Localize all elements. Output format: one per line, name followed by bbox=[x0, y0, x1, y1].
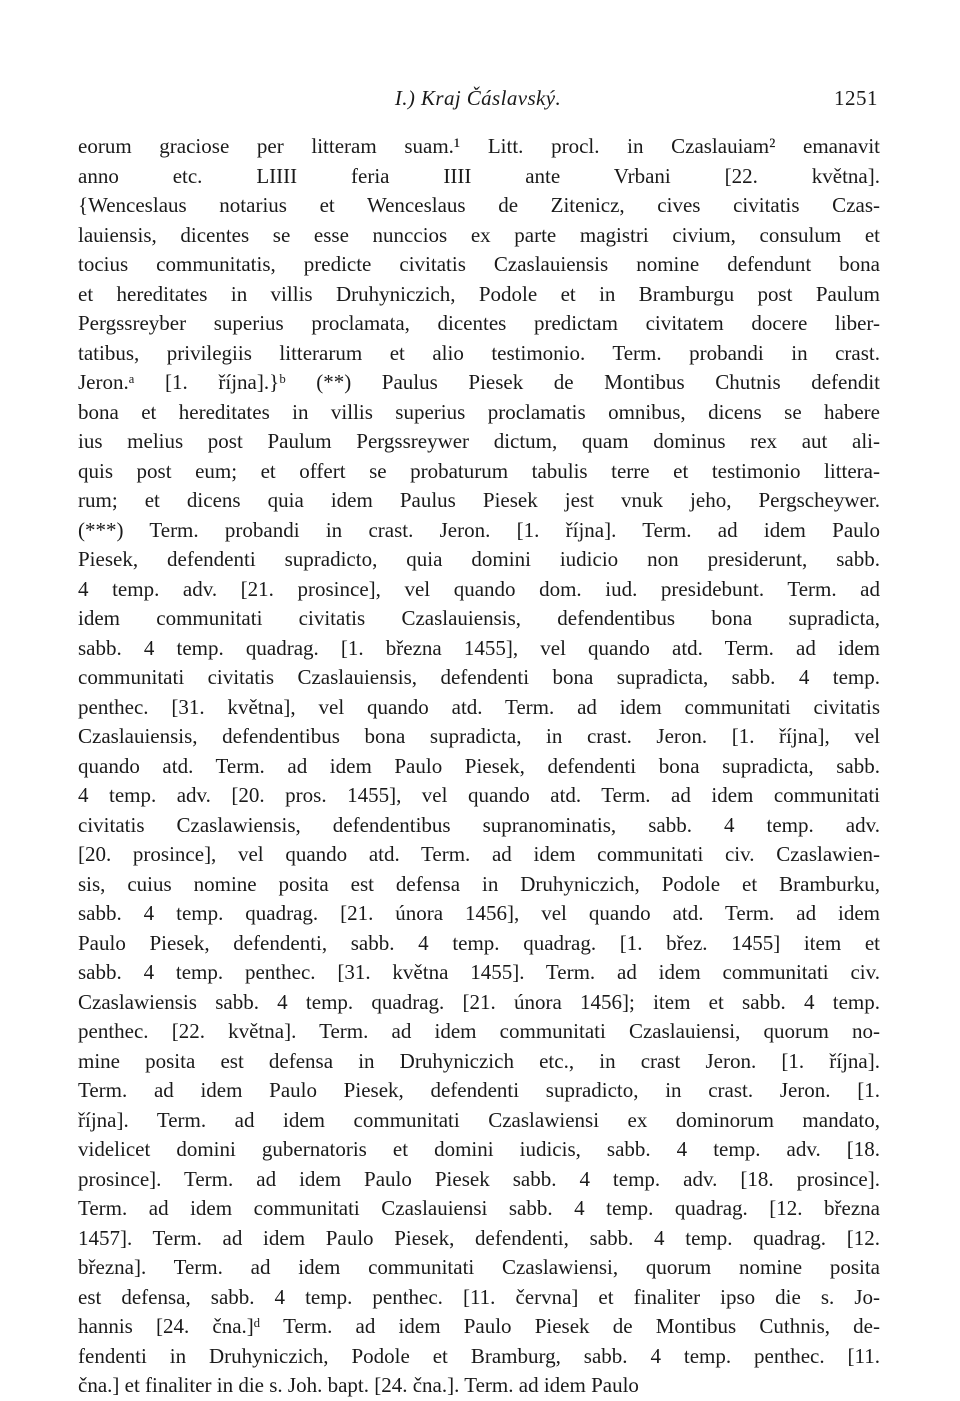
text-line: tocius communitatis, predicte civitatis Czaslauiensis nomine defendunt bona bbox=[78, 252, 880, 276]
text-line: et hereditates in villis Druhyniczich, Podole et in Bramburgu post Paulum bbox=[78, 281, 880, 306]
body-text bbox=[78, 132, 880, 1401]
text-line: října]. Term. ad idem communitati Czaslawiensi ex dominorum mandato, bbox=[78, 1107, 880, 1132]
text-line: Czaslauiensis, defendentibus bona supradicta, in crast. Jeron. [1. října], vel bbox=[78, 724, 880, 748]
text-line: 1457]. Term. ad idem Paulo Piesek, defendenti, sabb. 4 temp. quadrag. [12. bbox=[78, 1225, 880, 1250]
text-line: rum; et dicens quia idem Paulus Piesek jest vnuk jeho, Pergscheywer. bbox=[78, 488, 880, 512]
text-line: {Wenceslaus notarius et Wenceslaus de Zitenicz, cives civitatis Czas- bbox=[78, 193, 880, 217]
text-line: tatibus, privilegiis litterarum et alio testimonio. Term. probandi in crast. bbox=[78, 340, 880, 365]
text-line: Jeron.ᵃ [1. října].}ᵇ (**) Paulus Piesek de Montibus Chutnis defendit bbox=[78, 370, 880, 394]
text-line: bona et hereditates in villis superius proclamatis omnibus, dicens se habere bbox=[78, 399, 880, 424]
text-line: fendenti in Druhyniczich, Podole et Bramburg, sabb. 4 temp. penthec. [11. bbox=[78, 1343, 880, 1368]
text-line: ius melius post Paulum Pergssreywer dictum, quam dominus rex aut ali- bbox=[78, 429, 880, 453]
text-line: 4 temp. adv. [21. prosince], vel quando dom. iud. presidebunt. Term. ad bbox=[78, 576, 880, 601]
text-line: března]. Term. ad idem communitati Czaslawiensi, quorum nomine posita bbox=[78, 1255, 880, 1279]
text-line: 4 temp. adv. [20. pros. 1455], vel quando atd. Term. ad idem communitati bbox=[78, 783, 880, 807]
text-line: sabb. 4 temp. quadrag. [1. března 1455], vel quando atd. Term. ad idem bbox=[78, 635, 880, 660]
text-line: quis post eum; et offert se probaturum tabulis terre et testimonio littera- bbox=[78, 458, 880, 483]
page-number: 1251 bbox=[834, 86, 878, 110]
text-line: Piesek, defendenti supradicto, quia domini iudicio non presiderunt, sabb. bbox=[78, 547, 880, 571]
text-line: penthec. [31. května], vel quando atd. Term. ad idem communitati civitatis bbox=[78, 694, 880, 719]
text-line: penthec. [22. května]. Term. ad idem communitati Czaslauiensi, quorum no- bbox=[78, 1019, 880, 1043]
running-head bbox=[78, 86, 878, 110]
text-line: (***) Term. probandi in crast. Jeron. [1. října]. Term. ad idem Paulo bbox=[78, 517, 880, 542]
text-line: civitatis Czaslawiensis, defendentibus supranominatis, sabb. 4 temp. adv. bbox=[78, 812, 880, 837]
text-line: idem communitati civitatis Czaslauiensis, defendentibus bona supradicta, bbox=[78, 606, 880, 630]
text-line: videlicet domini gubernatoris et domini iudicis, sabb. 4 temp. adv. [18. bbox=[78, 1137, 880, 1161]
text-line: sabb. 4 temp. quadrag. [21. února 1456], vel quando atd. Term. ad idem bbox=[78, 901, 880, 925]
text-line: čna.] et finaliter in die s. Joh. bapt. [24. čna.]. Term. ad idem Paulo bbox=[78, 1373, 639, 1397]
text-line: [20. prosince], vel quando atd. Term. ad idem communitati civ. Czaslawien- bbox=[78, 842, 880, 866]
text-line: lauiensis, dicentes se esse nunccios ex parte magistri civium, consulum et bbox=[78, 222, 880, 247]
text-line: Pergssreyber superius proclamata, dicentes predictam civitatem docere liber- bbox=[78, 311, 880, 335]
running-title: I.) Kraj Čáslavský. bbox=[394, 86, 562, 110]
text-line: eorum graciose per litteram suam.¹ Litt. procl. in Czaslauiam² emanavit bbox=[78, 134, 880, 158]
text-line: hannis [24. čna.]ᵈ Term. ad idem Paulo Piesek de Montibus Cuthnis, de- bbox=[78, 1314, 880, 1338]
text-line: Term. ad idem Paulo Piesek, defendenti supradicto, in crast. Jeron. [1. bbox=[78, 1078, 880, 1102]
text-line: est defensa, sabb. 4 temp. penthec. [11. června] et finaliter ipso die s. Jo- bbox=[78, 1284, 880, 1309]
text-line: Term. ad idem communitati Czaslauiensi sabb. 4 temp. quadrag. [12. března bbox=[78, 1196, 880, 1220]
text-line: Czaslawiensis sabb. 4 temp. quadrag. [21. února 1456]; item et sabb. 4 temp. bbox=[78, 989, 880, 1014]
text-line: sis, cuius nomine posita est defensa in Druhyniczich, Podole et Bramburku, bbox=[78, 871, 880, 896]
text-line: anno etc. LIIII feria IIII ante Vrbani [22. května]. bbox=[78, 163, 880, 188]
text-line: communitati civitatis Czaslauiensis, defendenti bona supradicta, sabb. 4 temp. bbox=[78, 665, 880, 689]
text-line: mine posita est defensa in Druhyniczich etc., in crast Jeron. [1. října]. bbox=[78, 1048, 880, 1073]
text-line: Paulo Piesek, defendenti, sabb. 4 temp. quadrag. [1. břez. 1455] item et bbox=[78, 930, 880, 955]
text-line: sabb. 4 temp. penthec. [31. května 1455]. Term. ad idem communitati civ. bbox=[78, 960, 880, 984]
text-line: quando atd. Term. ad idem Paulo Piesek, defendenti bona supradicta, sabb. bbox=[78, 753, 880, 778]
text-line: prosince]. Term. ad idem Paulo Piesek sabb. 4 temp. adv. [18. prosince]. bbox=[78, 1166, 880, 1191]
